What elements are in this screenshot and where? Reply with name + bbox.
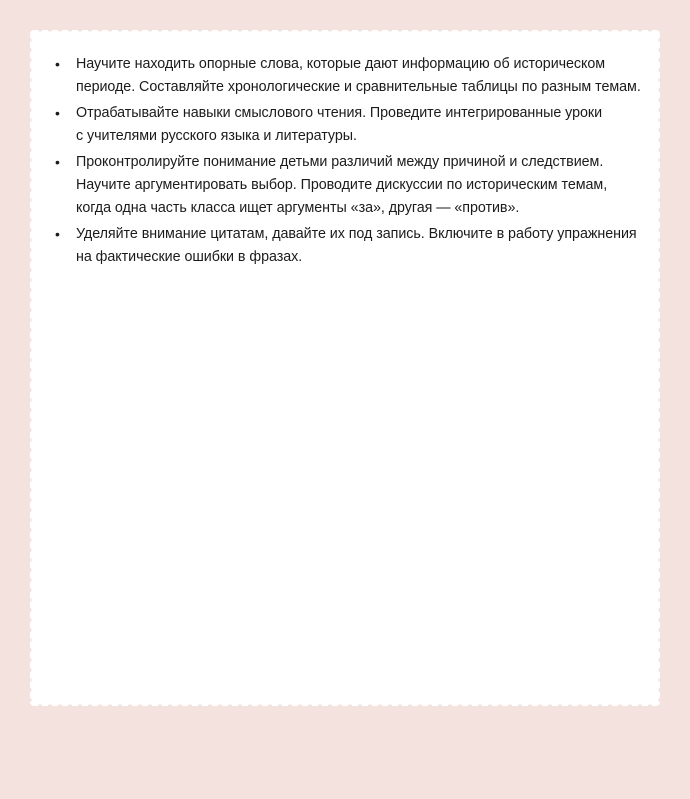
bullet-icon: • bbox=[55, 105, 60, 121]
tip-3-line-2: Научите аргументировать выбор. Проводите дискуссии по историческим темам, bbox=[76, 177, 608, 193]
tip-1-line-2: периоде. Составляйте хронологические и сравнительные таблицы по разным темам. bbox=[76, 79, 641, 95]
tip-4-line-2: на фактические ошибки в фразах. bbox=[76, 249, 303, 265]
tip-3-line-3: когда одна часть класса ищет аргументы «за», другая — «против». bbox=[76, 200, 520, 216]
tip-item-1 bbox=[53, 53, 643, 99]
bullet-icon: • bbox=[55, 226, 60, 242]
bullet-icon: • bbox=[55, 154, 60, 170]
tip-3-line-1: Проконтролируйте понимание детьми различий между причиной и следствием. bbox=[76, 154, 604, 170]
tip-item-4 bbox=[53, 223, 643, 269]
bullet-icon: • bbox=[55, 56, 60, 72]
tip-item-3 bbox=[53, 151, 643, 220]
tip-2-line-2: с учителями русского языка и литературы. bbox=[76, 128, 357, 144]
tip-1-line-1: Научите находить опорные слова, которые дают информацию об историческом bbox=[76, 56, 606, 72]
tip-item-2 bbox=[53, 102, 643, 148]
tip-4-line-1: Уделяйте внимание цитатам, давайте их под запись. Включите в работу упражнения bbox=[76, 226, 637, 242]
tip-2-line-1: Отрабатывайте навыки смыслового чтения. Проведите интегрированные уроки bbox=[76, 105, 603, 121]
tips-bullet-list bbox=[53, 53, 643, 272]
